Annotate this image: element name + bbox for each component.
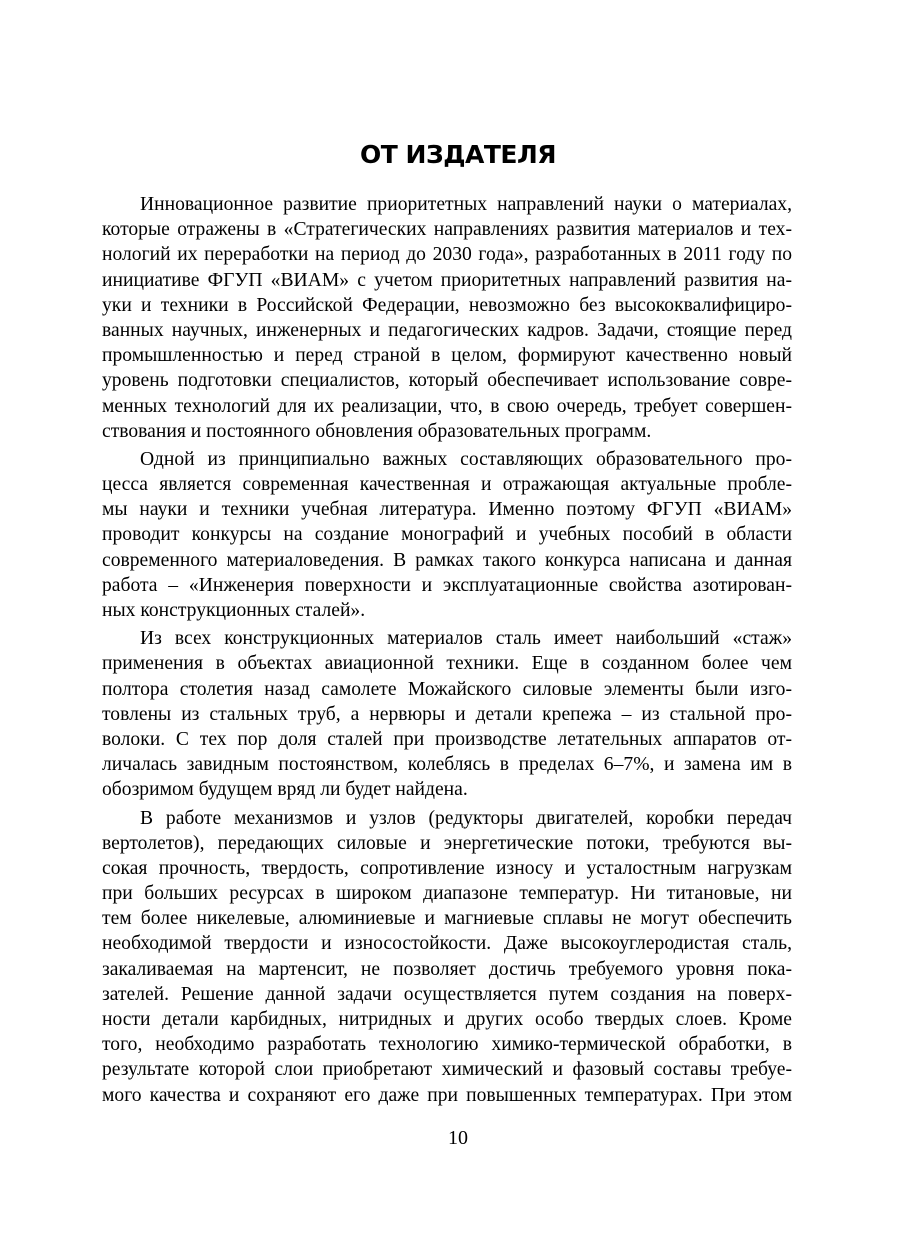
text-line: работа – «Инженерия поверхности и эксплуатационные свойства азотирован- (102, 574, 792, 596)
text-line: полтора столетия назад самолете Можайского силовые элементы были изго- (102, 678, 792, 700)
text-line: В работе механизмов и узлов (редукторы двигателей, коробки передач (140, 807, 792, 829)
paragraph-4 (102, 806, 792, 1108)
text-line: зателей. Решение данной задачи осуществляется путем создания на поверх- (102, 983, 792, 1005)
text-line: ных конструкционных сталей». (102, 600, 366, 621)
text-line: при больших ресурсах в широком диапазоне температур. Ни титановые, ни (102, 883, 792, 905)
text-line: результате которой слои приобретают химический и фазовый составы требуе- (102, 1059, 792, 1081)
text-line: обозримом будущем вряд ли будет найдена. (102, 779, 468, 801)
text-line: промышленностью и перед страной в целом, формируют качественно новый (102, 345, 792, 367)
text-line: проводит конкурсы на создание монографий и учебных пособий в области (102, 524, 792, 546)
text-line: ванных научных, инженерных и педагогических кадров. Задачи, стоящие перед (102, 319, 792, 341)
text-line: применения в объектах авиационной техники. Еще в созданном более чем (102, 653, 792, 675)
text-line: современного материаловедения. В рамках такого конкурса написана и данная (102, 549, 792, 571)
text-line: мого качества и сохраняют его даже при повышенных температурах. При этом (102, 1084, 792, 1106)
text-line: цесса является современная качественная и отражающая актуальные пробле- (102, 474, 792, 496)
text-line: личалась завидным постоянством, колеблясь в пределах 6–7%, и замена им в (102, 754, 792, 776)
page-title: ОТ ИЗДАТЕЛЯ (360, 140, 556, 169)
text-line: ности детали карбидных, нитридных и других особо твердых слоев. Кроме (102, 1009, 792, 1030)
text-line: мы науки и техники учебная литература. Именно поэтому ФГУП «ВИАМ» (102, 499, 792, 521)
text-line: уки и техники в Российской Федерации, невозможно без высококвалифициро- (102, 294, 792, 316)
text-line: волоки. С тех пор доля сталей при производстве летательных аппаратов от- (102, 728, 792, 750)
text-line: товлены из стальных труб, а нервюры и детали крепежа – из стальной про- (102, 703, 792, 725)
text-line: тем более никелевые, алюминиевые и магниевые сплавы не могут обеспечить (102, 908, 792, 930)
text-line: менных технологий для их реализации, что, в свою очередь, требует совершен- (102, 395, 792, 417)
text-line: сокая прочность, твердость, сопротивление износу и усталостным нагрузкам (102, 857, 792, 879)
text-line: Одной из принципиально важных составляющих образовательного про- (140, 448, 792, 470)
text-line: Инновационное развитие приоритетных направлений науки о материалах, (140, 194, 792, 215)
text-line: того, необходимо разработать технологию химико-термической обработки, в (102, 1034, 792, 1056)
text-line: закаливаемая на мартенсит, не позволяет достичь требуемого уровня пока- (102, 958, 792, 980)
text-line: необходимой твердости и износостойкости. Даже высокоуглеродистая сталь, (102, 933, 792, 955)
text-line: нологий их переработки на период до 2030 года», разработанных в 2011 году по (102, 244, 792, 266)
text-line: уровень подготовки специалистов, который обеспечивает использование совре- (102, 370, 792, 392)
text-line: которые отражены в «Стратегических направлениях развития материалов и тех- (102, 219, 792, 241)
paragraph-2 (102, 447, 792, 623)
text-line: ствования и постоянного обновления образовательных программ. (102, 420, 652, 442)
text-line: Из всех конструкционных материалов сталь имеет наибольший «стаж» (140, 628, 792, 650)
text-line: инициативе ФГУП «ВИАМ» с учетом приоритетных направлений развития на- (102, 269, 792, 291)
paragraph-1 (102, 192, 792, 444)
text-line: вертолетов), передающих силовые и энергетические потоки, требуются вы- (102, 832, 792, 854)
paragraph-3 (102, 626, 792, 802)
body-text (102, 192, 792, 1111)
page-number: 10 (448, 1127, 468, 1149)
